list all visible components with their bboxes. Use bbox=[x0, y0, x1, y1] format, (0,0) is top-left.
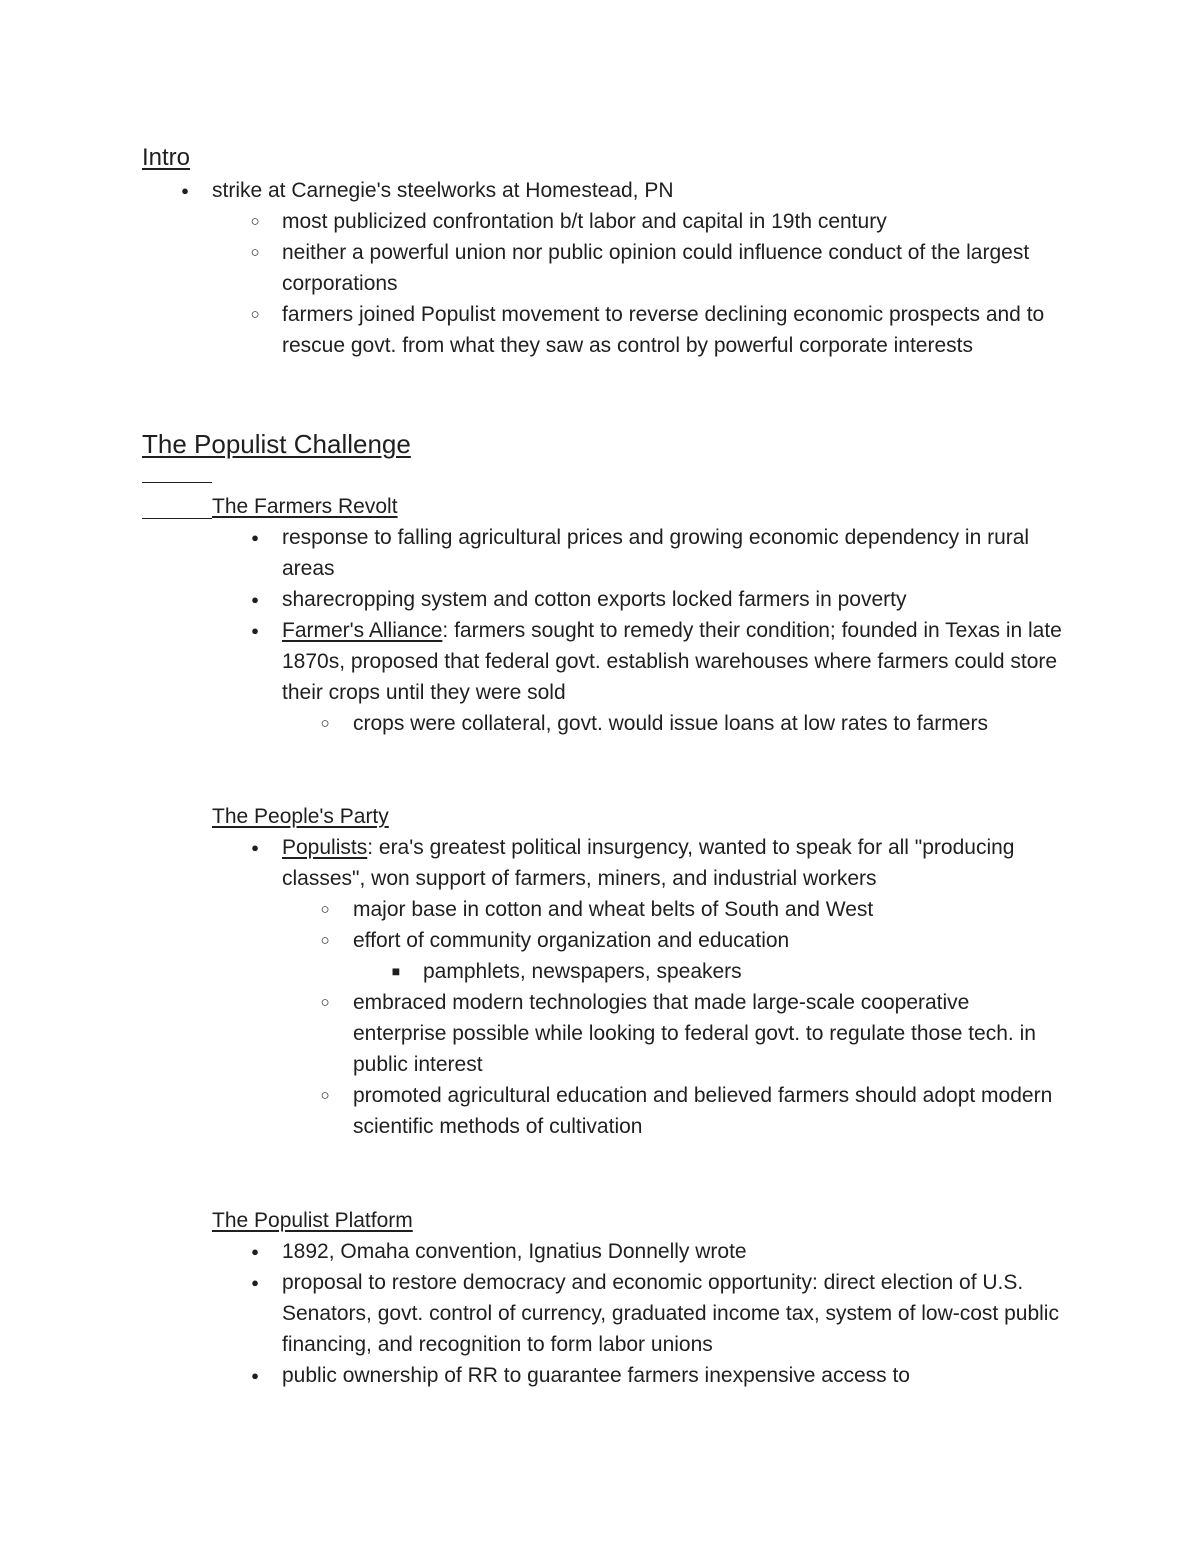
bullet-square-icon bbox=[386, 956, 406, 987]
bullet-disc-icon bbox=[175, 175, 195, 206]
list-item-text: major base in cotton and wheat belts of South and West bbox=[353, 898, 874, 921]
list-item-text: proposal to restore democracy and economic opportunity: direct election of U.S. Senators, govt. control of currency, graduated income tax, system of low-cost public financing, and recognition to form labor unions bbox=[282, 1271, 1059, 1356]
list-item-text bbox=[282, 615, 1062, 708]
divider bbox=[142, 482, 212, 483]
definition: : era's greatest political insurgency, wanted to speak for all "producing classes", won support of farmers, miners, and industrial workers bbox=[282, 836, 1015, 890]
bullet-circle-icon bbox=[315, 987, 335, 1018]
bullet-disc-icon bbox=[245, 522, 265, 553]
list-item-text bbox=[282, 832, 1062, 894]
subsection-heading bbox=[212, 1205, 413, 1236]
divider bbox=[142, 518, 212, 519]
term: Farmer's Alliance bbox=[282, 619, 443, 642]
list-item bbox=[0, 206, 1200, 237]
bullet-circle-icon bbox=[245, 237, 265, 268]
list-item bbox=[0, 987, 1200, 1080]
list-item bbox=[0, 615, 1200, 708]
list-item bbox=[0, 1360, 1200, 1391]
list-item-text: effort of community organization and education bbox=[353, 929, 790, 952]
list-item-text: promoted agricultural education and believed farmers should adopt modern scientific methods of cultivation bbox=[353, 1084, 1053, 1138]
subsection-heading-text: The Populist Platform bbox=[212, 1209, 413, 1232]
bullet-circle-icon bbox=[315, 925, 335, 956]
list-item-text: pamphlets, newspapers, speakers bbox=[423, 960, 742, 983]
bullet-circle-icon bbox=[315, 894, 335, 925]
bullet-circle-icon bbox=[245, 299, 265, 330]
list-item bbox=[0, 708, 1200, 739]
populist-platform-list bbox=[0, 1236, 1200, 1391]
bullet-disc-icon bbox=[245, 615, 265, 646]
farmers-revolt-list bbox=[0, 522, 1200, 739]
list-item bbox=[0, 299, 1200, 361]
subsection-heading bbox=[212, 491, 398, 522]
peoples-party-list bbox=[0, 832, 1200, 1142]
bullet-circle-icon bbox=[315, 708, 335, 739]
bullet-disc-icon bbox=[245, 1267, 265, 1298]
list-item-text: most publicized confrontation b/t labor and capital in 19th century bbox=[282, 210, 887, 233]
list-item-text: strike at Carnegie's steelworks at Homestead, PN bbox=[212, 179, 674, 202]
list-item-text: crops were collateral, govt. would issue loans at low rates to farmers bbox=[353, 712, 988, 735]
definition: : farmers sought to remedy their condition; founded in Texas in late 1870s, proposed that federal govt. establish warehouses where farmers could store their crops until they were sold bbox=[282, 619, 1062, 704]
bullet-disc-icon bbox=[245, 1360, 265, 1391]
intro-heading: Intro bbox=[142, 144, 191, 171]
subsection-heading-text: The People's Party bbox=[212, 805, 389, 828]
list-item-text: sharecropping system and cotton exports locked farmers in poverty bbox=[282, 588, 907, 611]
list-item bbox=[0, 237, 1200, 299]
list-item bbox=[0, 832, 1200, 894]
list-item bbox=[0, 522, 1200, 584]
list-item-text: response to falling agricultural prices and growing economic dependency in rural areas bbox=[282, 526, 1030, 580]
list-item-text: public ownership of RR to guarantee farmers inexpensive access to bbox=[282, 1364, 910, 1387]
list-item bbox=[0, 1236, 1200, 1267]
list-item bbox=[0, 1080, 1200, 1142]
list-item-text: 1892, Omaha convention, Ignatius Donnelly wrote bbox=[282, 1240, 747, 1263]
bullet-disc-icon bbox=[245, 1236, 265, 1267]
list-item bbox=[0, 925, 1200, 956]
list-item-text: farmers joined Populist movement to reverse declining economic prospects and to rescue govt. from what they saw as control by powerful corporate interests bbox=[282, 303, 1045, 357]
list-item-text: embraced modern technologies that made large-scale cooperative enterprise possible while looking to federal govt. to regulate those tech. in public interest bbox=[353, 991, 1036, 1076]
list-item bbox=[0, 1267, 1200, 1360]
intro-list bbox=[0, 175, 1200, 361]
list-item bbox=[0, 894, 1200, 925]
subsection-heading-text: The Farmers Revolt bbox=[212, 495, 398, 518]
bullet-circle-icon bbox=[315, 1080, 335, 1111]
bullet-disc-icon bbox=[245, 832, 265, 863]
list-item bbox=[0, 175, 1200, 206]
subsection-heading bbox=[212, 801, 389, 832]
bullet-disc-icon bbox=[245, 584, 265, 615]
section-heading: The Populist Challenge bbox=[142, 429, 411, 459]
term: Populists bbox=[282, 836, 368, 859]
list-item bbox=[0, 956, 1200, 987]
list-item-text: neither a powerful union nor public opinion could influence conduct of the largest corporations bbox=[282, 241, 1030, 295]
list-item bbox=[0, 584, 1200, 615]
bullet-circle-icon bbox=[245, 206, 265, 237]
